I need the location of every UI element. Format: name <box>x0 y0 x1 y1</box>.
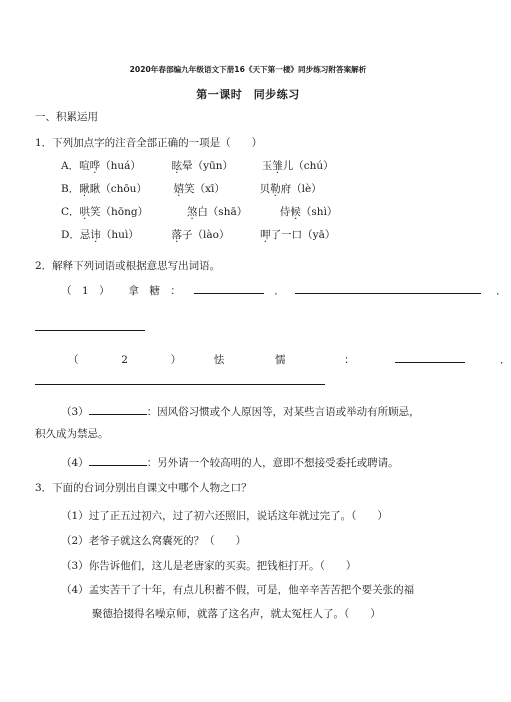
answer-blank[interactable] <box>89 455 147 466</box>
lesson-subtitle: 第一课时 同步练习 <box>196 88 300 101</box>
answer-blank[interactable] <box>395 352 465 363</box>
answer-blank[interactable] <box>194 283 264 294</box>
dotted-char: 嬉 <box>173 183 185 195</box>
q3-item-4-continuation: 聚德拾掇得名噪京师，就落了这名声，就太冤枉人了。（ ） <box>92 608 381 620</box>
q2-item-1-continuation <box>35 320 145 335</box>
q1-option-d: D．忌讳（huì） 落子（lào） 呷了一口（yā） <box>61 229 336 241</box>
question-1-stem: 1．下列加点字的注音全部正确的一项是（ ） <box>35 137 263 149</box>
q3-item-2: （2）老爷子就这么窝囊死的？（ ） <box>61 535 247 547</box>
q3-item-3: （3）你告诉他们，这儿是老唐家的买卖。把钱柜打开。（ ） <box>61 560 357 572</box>
q2-item-2: （ 2 ） 怯 懦 ： ． <box>68 354 511 366</box>
option-label: B． <box>61 183 80 195</box>
option-label: C． <box>61 206 80 218</box>
section-heading: 一、积累运用 <box>35 111 98 123</box>
dotted-char: 哗 <box>89 160 101 172</box>
q3-item-1: （1）过了正五过初六，过了初六还照旧，说话这年就过完了。（ ） <box>61 510 388 522</box>
answer-blank[interactable] <box>295 283 481 294</box>
q2-item-3-continuation: 积久成为禁忌。 <box>35 428 109 440</box>
dotted-char: 雏 <box>272 160 283 172</box>
question-3-stem: 3．下面的台词分别出自课文中哪个人物之口？ <box>35 482 252 494</box>
dotted-char: 眩 <box>171 160 183 172</box>
q1-option-a: A．喧哗（huá） 眩晕（yūn） 玉雏儿（chú） <box>61 160 334 172</box>
option-label: A． <box>61 160 80 172</box>
dotted-char: 候 <box>290 206 301 218</box>
answer-blank[interactable] <box>89 404 147 415</box>
q1-option-b: B．瞅瞅（chōu） 嬉笑（xī） 贝勒府（lè） <box>61 183 322 195</box>
dotted-char: 讳 <box>90 229 101 241</box>
answer-blank[interactable] <box>35 374 325 385</box>
q2-item-4: （4） ：另外请一个较高明的人，意即不想接受委托或聘请。 <box>61 457 399 469</box>
document-title: 2020年春部编九年级语文下册16《天下第一楼》同步练习附答案解析 <box>129 65 367 74</box>
dotted-char: 勒 <box>270 183 281 195</box>
q1-option-c: C．哄笑（hōng） 煞白（shā） 侍候（shì） <box>61 206 338 218</box>
answer-blank[interactable] <box>35 320 145 331</box>
dotted-char: 呷 <box>260 229 271 241</box>
option-label: D． <box>61 229 80 241</box>
q2-item-3: （3） ：因风俗习惯或个人原因等，对某些言语或举动有所顾忌， <box>61 406 420 418</box>
q2-item-2-continuation <box>35 374 325 389</box>
q2-item-1: （ 1 ） 拿 糖 ： ． ． <box>61 285 507 297</box>
dotted-char: 瞅 <box>79 183 90 195</box>
q3-item-4: （4）孟实苦干了十年，有点儿积蓄不假，可是，他辛辛苦苦把个要关张的福 <box>61 584 415 596</box>
dotted-char: 落 <box>171 229 182 241</box>
question-2-stem: 2．解释下列词语或根据意思写出词语。 <box>35 260 221 272</box>
dotted-char: 哄 <box>79 206 91 218</box>
dotted-char: 煞 <box>186 206 198 218</box>
